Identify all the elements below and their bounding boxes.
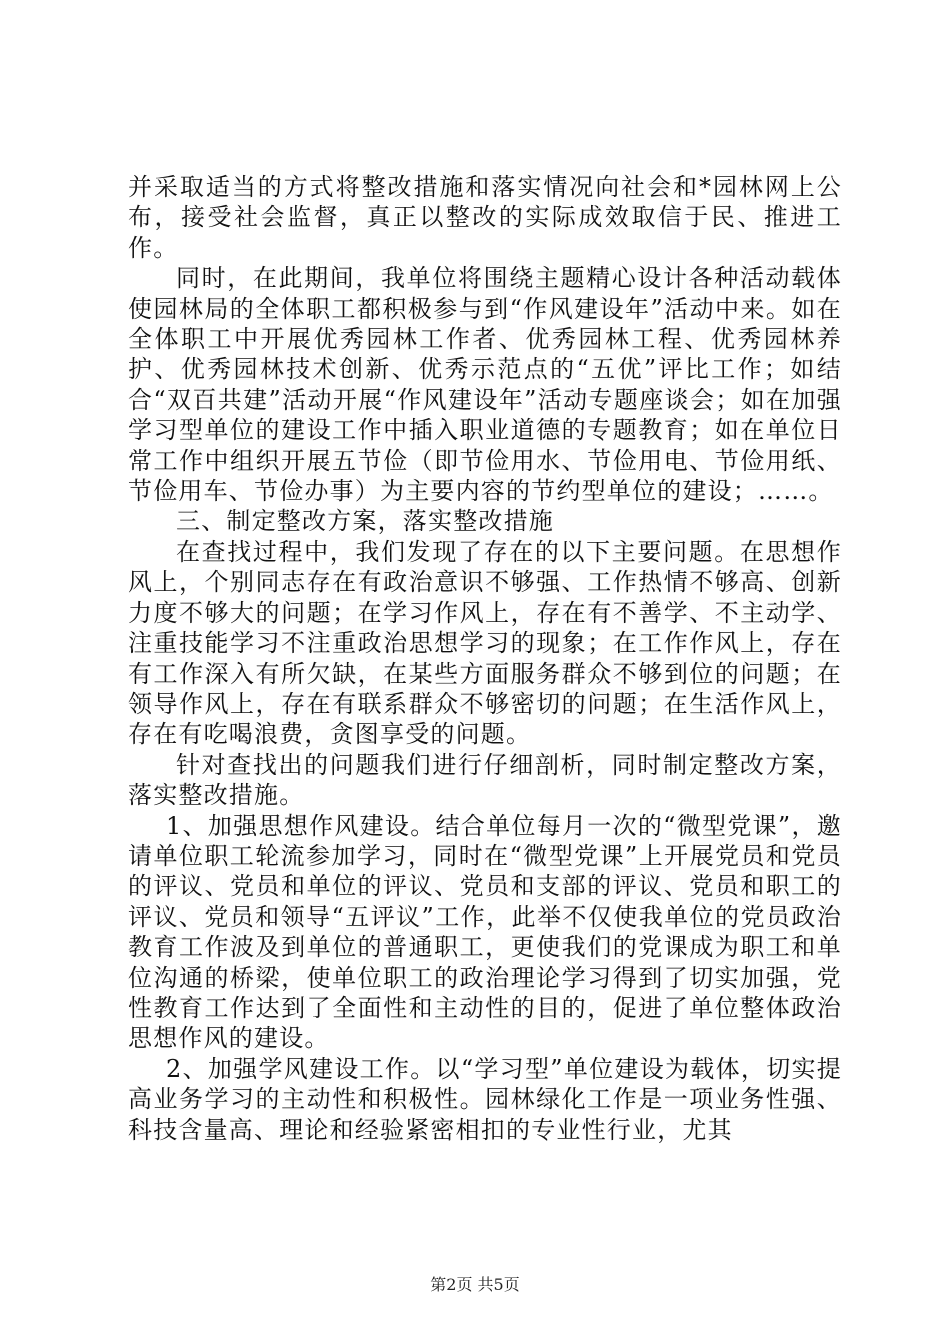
paragraph-continuation: 并采取适当的方式将整改措施和落实情况向社会和*园林网上公布，接受社会监督，真正以整改的实际成效取信于民、推进工作。 [128,173,842,262]
paragraph-item-1: 1、加强思想作风建设。结合单位每月一次的“微型党课”，邀请单位职工轮流参加学习，同时在“微型党课”上开展党员和党员的评议、党员和单位的评议、党员和支部的评议、党员和职工的评议、党员和领导“五评议”工作，此举不仅使我单位的党员政治教育工作波及到单位的普通职工，更使我们的党课成为职工和单位沟通的桥梁，使单位职工的政治理论学习得到了切实加强，党性教育工作达到了全面性和主动性的目的，促进了单位整体政治思想作风的建设。 [128,811,842,1053]
document-body [128,172,842,1145]
paragraph-rectification: 针对查找出的问题我们进行仔细剖析，同时制定整改方案，落实整改措施。 [128,750,842,810]
paragraph-problems: 在查找过程中，我们发现了存在的以下主要问题。在思想作风上，个别同志存在有政治意识不够强、工作热情不够高、创新力度不够大的问题；在学习作风上，存在有不善学、不主动学、注重技能学习不注重政治思想学习的现象；在工作作风上，存在有工作深入有所欠缺，在某些方面服务群众不够到位的问题；在领导作风上，存在有联系群众不够密切的问题；在生活作风上，存在有吃喝浪费，贪图享受的问题。 [128,537,842,749]
paragraph-item-2: 2、加强学风建设工作。以“学习型”单位建设为载体，切实提高业务学习的主动性和积极性。园林绿化工作是一项业务性强、科技含量高、理论和经验紧密相扣的专业性行业，尤其 [128,1054,842,1144]
section-heading: 三、制定整改方案，落实整改措施 [176,507,554,536]
paragraph-activities: 同时，在此期间，我单位将围绕主题精心设计各种活动载体使园林局的全体职工都积极参与到“作风建设年”活动中来。如在全体职工中开展优秀园林工作者、优秀园林工程、优秀园林养护、优秀园林技术创新、优秀示范点的“五优”评比工作；如结合“双百共建”活动开展“作风建设年”活动专题座谈会；如在加强学习型单位的建设工作中插入职业道德的专题教育；如在单位日常工作中组织开展五节俭（即节俭用水、节俭用电、节俭用纸、节俭用车、节俭办事）为主要内容的节约型单位的建设；……。 [128,264,842,506]
page-footer: 第2页 共5页 [430,1275,520,1294]
